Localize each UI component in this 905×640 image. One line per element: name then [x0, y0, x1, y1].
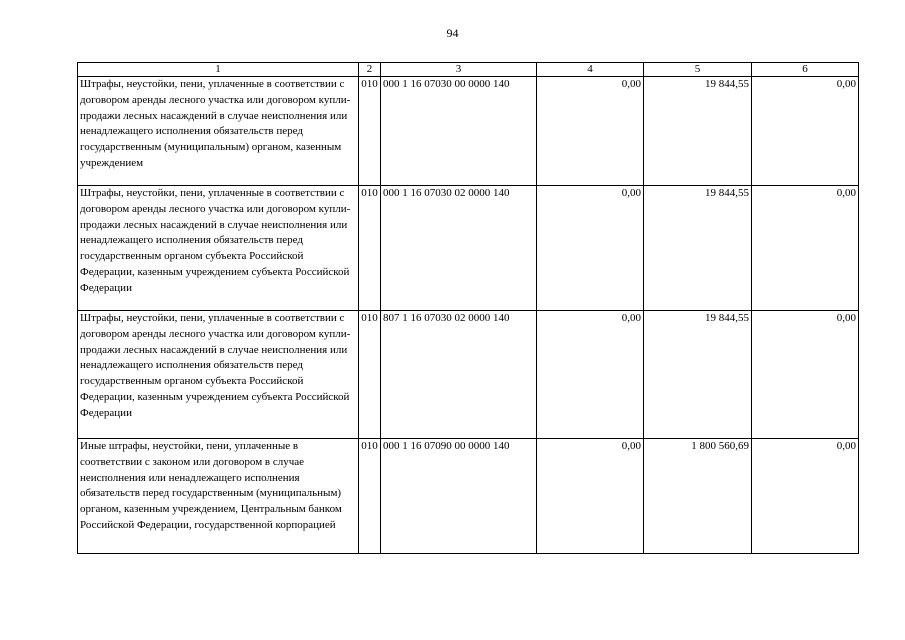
column-header-1: 1 — [78, 63, 359, 77]
row-col6-cell: 0,00 — [752, 77, 859, 186]
row-col5-cell: 19 844,55 — [644, 311, 752, 439]
column-header-3: 3 — [381, 63, 537, 77]
column-header-5: 5 — [644, 63, 752, 77]
table-row — [78, 186, 859, 311]
column-header-2: 2 — [359, 63, 381, 77]
row-income-code-cell: 000 1 16 07090 00 0000 140 — [381, 439, 537, 554]
row-income-code-cell: 000 1 16 07030 00 0000 140 — [381, 77, 537, 186]
table-row — [78, 439, 859, 554]
table-row — [78, 77, 859, 186]
row-col4-cell: 0,00 — [537, 439, 644, 554]
row-name-text: Штрафы, неустойки, пени, уплаченные в соответствии с договором аренды лесного участка или договором купли-продажи лесных насаждений в случае неисполнения или ненадлежащего исполнения обязательств перед государственным органом субъекта Российской Федерации, казенным учреждением субъекта Российской Федерации — [80, 312, 351, 419]
row-line-code-cell: 010 — [359, 77, 381, 186]
row-col5-cell: 19 844,55 — [644, 186, 752, 311]
row-income-code-cell: 000 1 16 07030 02 0000 140 — [381, 186, 537, 311]
report-table — [77, 62, 859, 554]
row-col4-cell: 0,00 — [537, 311, 644, 439]
row-col5-cell: 1 800 560,69 — [644, 439, 752, 554]
row-name-text: Иные штрафы, неустойки, пени, уплаченные в соответствии с законом или договором в случае неисполнения или ненадлежащего исполнения обязательств перед государственным (муниципальным) органом, казенным учреждением, Центральным банком Российской Федерации, государственной корпорацией — [80, 440, 342, 531]
row-col6-cell: 0,00 — [752, 311, 859, 439]
row-income-code-cell: 807 1 16 07030 02 0000 140 — [381, 311, 537, 439]
row-col6-cell: 0,00 — [752, 186, 859, 311]
row-col4-cell: 0,00 — [537, 77, 644, 186]
row-col5-cell: 19 844,55 — [644, 77, 752, 186]
row-name-cell — [78, 439, 359, 554]
row-name-text: Штрафы, неустойки, пени, уплаченные в соответствии с договором аренды лесного участка или договором купли-продажи лесных насаждений в случае неисполнения или ненадлежащего исполнения обязательств перед государственным органом субъекта Российской Федерации, казенным учреждением субъекта Российской Федерации — [80, 187, 351, 294]
row-col4-cell: 0,00 — [537, 186, 644, 311]
table-row — [78, 311, 859, 439]
row-line-code-cell: 010 — [359, 439, 381, 554]
column-header-6: 6 — [752, 63, 859, 77]
row-name-cell — [78, 77, 359, 186]
row-name-cell — [78, 311, 359, 439]
row-col6-cell: 0,00 — [752, 439, 859, 554]
table-header-row — [78, 63, 859, 77]
column-header-4: 4 — [537, 63, 644, 77]
row-line-code-cell: 010 — [359, 186, 381, 311]
row-line-code-cell: 010 — [359, 311, 381, 439]
row-name-text: Штрафы, неустойки, пени, уплаченные в соответствии с договором аренды лесного участка или договором купли-продажи лесных насаждений в случае неисполнения или ненадлежащего исполнения обязательств перед государственным (муниципальным) органом, казенным учреждением — [80, 78, 351, 169]
page-number: 94 — [446, 26, 459, 40]
row-name-cell — [78, 186, 359, 311]
